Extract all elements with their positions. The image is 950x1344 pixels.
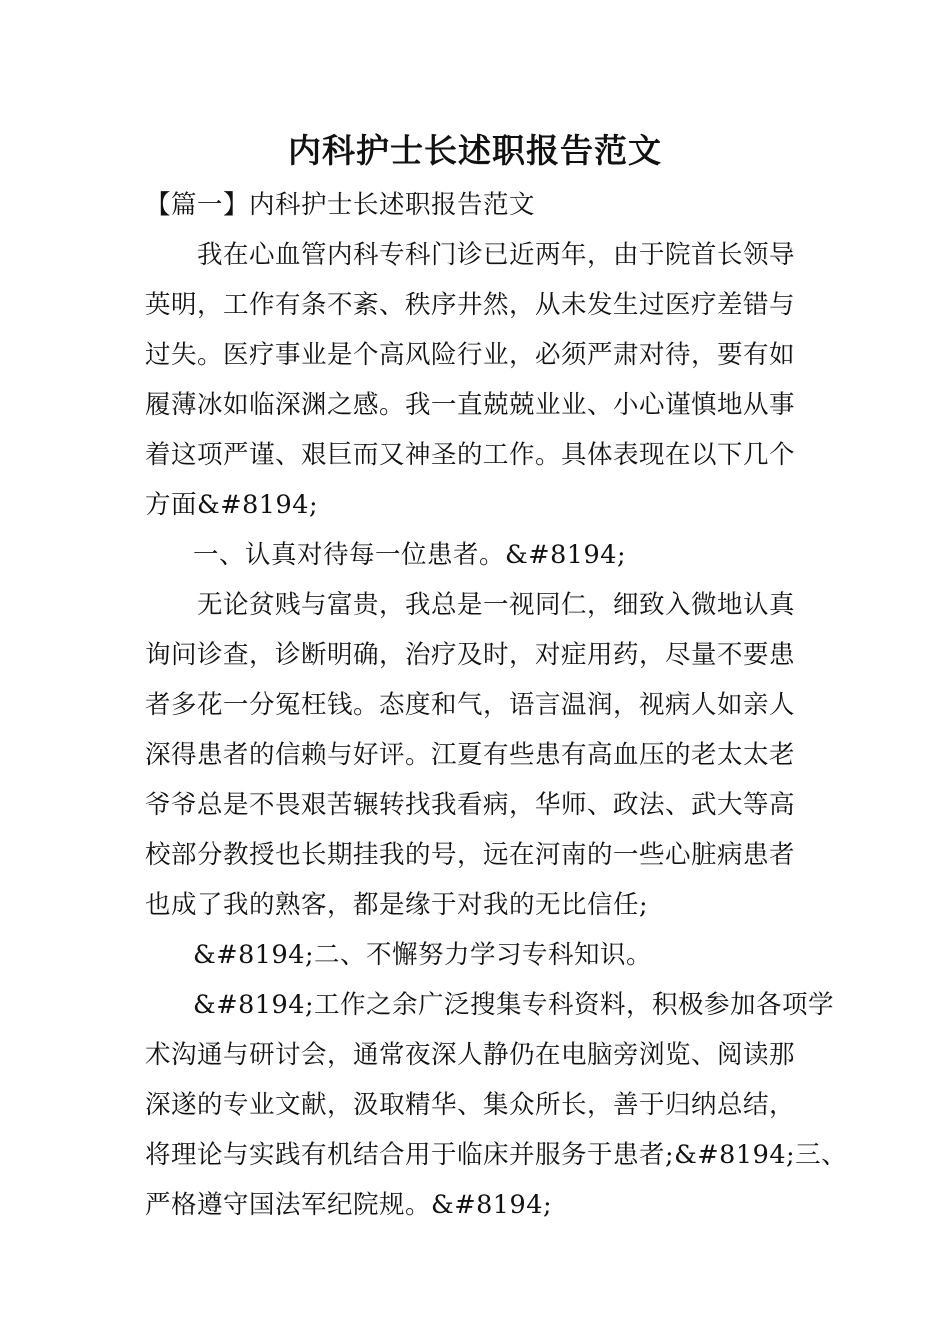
text-line: &#8194;工作之余广泛搜集专科资料，积极参加各项学 [193,990,835,1020]
text-line: 方面&#8194; [145,490,319,520]
text-line: 【篇一】内科护士长述职报告范文 [145,190,536,220]
text-line: 严格遵守国法军纪院规。&#8194; [145,1190,553,1220]
text-line: 爷爷总是不畏艰苦辗转找我看病，华师、政法、武大等高 [145,790,796,820]
text-line: 者多花一分冤枉钱。态度和气，语言温润，视病人如亲人 [145,690,796,720]
text-line: 也成了我的熟客，都是缘于对我的无比信任; [145,890,649,920]
text-line: 将理论与实践有机结合用于临床并服务于患者;&#8194;三、 [145,1140,848,1170]
text-line: 无论贫贱与富贵，我总是一视同仁，细致入微地认真 [197,590,796,620]
text-line: &#8194;二、不懈努力学习专科知识。 [193,940,653,970]
document-title: 内科护士长述职报告范文 [288,131,662,170]
text-line: 询问诊查，诊断明确，治疗及时，对症用药，尽量不要患 [145,640,796,670]
text-line: 我在心血管内科专科门诊已近两年，由于院首长领导 [197,240,796,270]
document-body [145,180,848,1230]
text-line: 着这项严谨、艰巨而又神圣的工作。具体表现在以下几个 [145,440,796,470]
text-line: 英明，工作有条不紊、秩序井然，从未发生过医疗差错与 [145,290,796,320]
text-line: 术沟通与研讨会，通常夜深人静仍在电脑旁浏览、阅读那 [145,1040,796,1070]
text-line: 过失。医疗事业是个高风险行业，必须严肃对待，要有如 [145,340,796,370]
text-line: 深得患者的信赖与好评。江夏有些患有高血压的老太太老 [145,740,796,770]
text-line: 校部分教授也长期挂我的号，远在河南的一些心脏病患者 [145,840,796,870]
text-line: 履薄冰如临深渊之感。我一直兢兢业业、小心谨慎地从事 [145,390,796,420]
text-line: 一、认真对待每一位患者。&#8194; [193,540,627,570]
text-line: 深遂的专业文献，汲取精华、集众所长，善于归纳总结， [145,1090,796,1120]
